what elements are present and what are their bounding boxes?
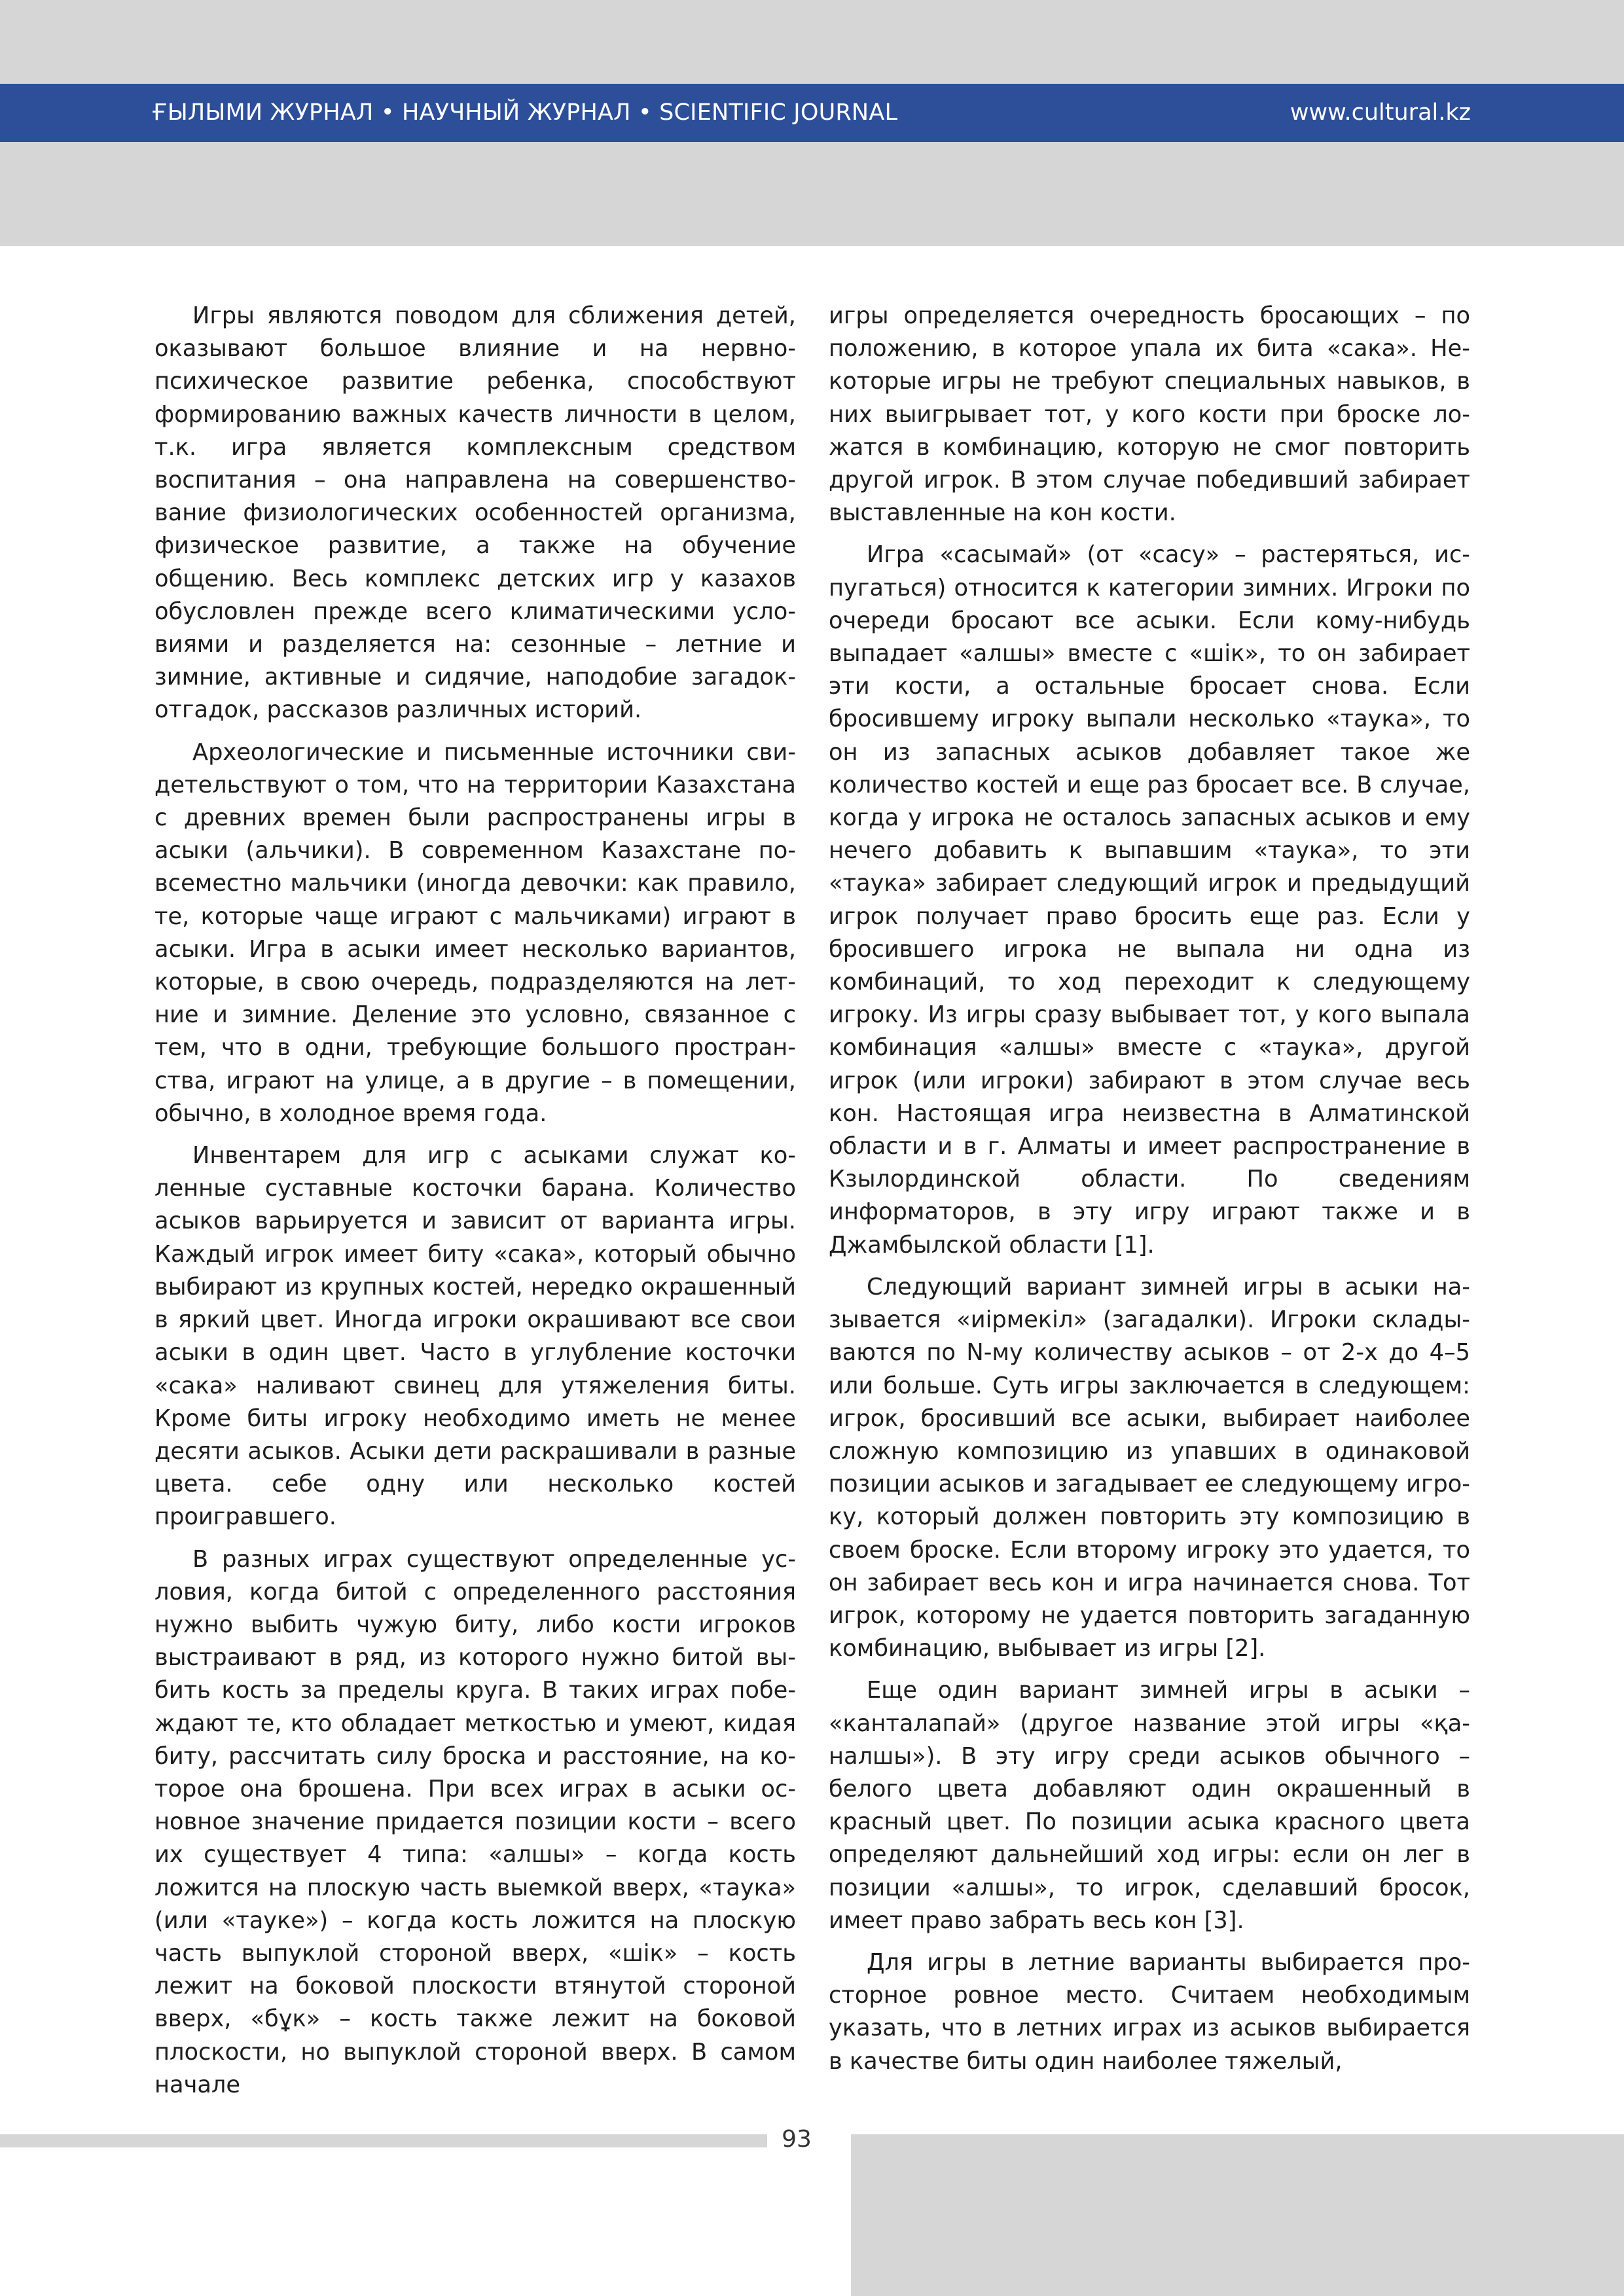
paragraph-continued: игры определяется очередность бросающих – по положению, в которое упала их бита «сака». Некоторые игры не требуют специальных навыков, в них выигрывает тот, у кого кости при броске ложатся в комбинацию, которую не смог повторить другой игрок. В этом случае победивший забирает выставленные на кон кости. xyxy=(829,302,1470,527)
right-text-column xyxy=(829,300,1470,2087)
bottom-gray-block xyxy=(851,2134,1624,2296)
page-number: 93 xyxy=(782,2126,812,2153)
left-text-column xyxy=(154,300,796,2111)
paragraph: Следующий вариант зимней игры в асыки называется «иірмекіл» (загадалки). Игроки складываются по N-му количеству асыков – от 2-х до 4–5 или больше. Суть игры заключается в следующем: игрок, бросивший все асыки, выбирает наиболее сложную композицию из упавших в одинаковой позиции асыков и загадывает ее следующему игроку, который должен повторить эту композицию в своем броске. Если второму игроку это удается, то он забирает весь кон и игра начинается снова. Тот игрок, которому не удается повторить загаданную комбинацию, выбывает из игры [2]. xyxy=(829,1273,1470,1662)
paragraph: Инвентарем для игр с асыками служат коленные суставные косточки барана. Количество асыков варьируется и зависит от варианта игры. Каждый игрок имеет биту «сака», который обычно выбирают из крупных костей, нередко окрашенный в яркий цвет. Иногда игроки окрашивают все свои асыки в один цвет. Часто в углубление косточки «сака» наливают свинец для утяжеления биты. Кроме биты игроку необходимо иметь не менее десяти асыков. Асыки дети раскрашивали в разные цвета. себе одну или несколько костей проигравшего. xyxy=(154,1142,796,1531)
journal-title: ҒЫЛЫМИ ЖУРНАЛ • НАУЧНЫЙ ЖУРНАЛ • SCIENTIFIC JOURNAL xyxy=(152,99,898,126)
paragraph: Игра «сасымай» (от «сасу» – растеряться, испугаться) относится к категории зимних. Игроки по очереди бросают все асыки. Если кому-нибудь выпадает «алшы» вместе с «шік», то он забирает эти кости, а остальные бросает снова. Если бросившему игроку выпали несколько «таука», то он из запасных асыков добавляет такое же количество костей и еще раз бросает все. В случае, когда у игрока не осталось запасных асыков и ему нечего добавить к выпавшим «таука», то эти «таука» забирает следующий игрок и предыдущий игрок получает право бросить еще раз. Если у бросившего игрока не выпала ни одна из комбинаций, то ход переходит к следующему игроку. Из игры сразу выбывает тот, у кого выпала комбинация «алшы» вместе с «таука», другой игрок (или игроки) забирают в этом случае весь кон. Настоящая игра неизвестна в Алматинской области и в г. Алматы и имеет распространение в Кзылординской области. По сведениям информаторов, в эту игру играют также и в Джамбылской области [1]. xyxy=(829,541,1470,1259)
paragraph: Для игры в летние варианты выбирается просторное ровное место. Считаем необходимым указать, что в летних играх из асыков выбирается в качестве биты один наиболее тяжелый, xyxy=(829,1948,1470,2075)
paragraph: В разных играх существуют определенные условия, когда битой с определенного расстояния нужно выбить чужую биту, либо кости игроков выстраивают в ряд, из которого нужно битой выбить кость за пределы круга. В таких играх побеждают те, кто обладает меткостью и умеют, кидая биту, рассчитать силу броска и расстояние, на которое она брошена. При всех играх в асыки основное значение придается позиции кости – всего их существует 4 типа: «алшы» – когда кость ложится на плоскую часть выемкой вверх, «таука» (или «тауке») – когда кость ложится на плоскую часть выпуклой стороной вверх, «шік» – кость лежит на боковой плоскости втянутой стороной вверх, «бұк» – кость также лежит на боковой плоскости, но выпуклой стороной вверх. В самом начале xyxy=(154,1545,796,2098)
paragraph: Археологические и письменные источники свидетельствуют о том, что на территории Казахстана с древних времен были распространены игры в асыки (альчики). В современном Казахстане повсеместно мальчики (иногда девочки: как правило, те, которые чаще играют с мальчиками) играют в асыки. Игра в асыки имеет несколько вариантов, которые, в свою очередь, подразделяются на летние и зимние. Деление это условно, связанное с тем, что в одни, требующие большого пространства, играют на улице, а в другие – в помещении, обычно, в холодное время года. xyxy=(154,738,796,1127)
paragraph: Игры являются поводом для сближения детей, оказывают большое влияние и на нервно-психическое развитие ребенка, способствуют формированию важных качеств личности в целом, т.к. игра является комплексным средством воспитания – она направлена на совершенствование физиологических особенностей организма, физическое развитие, а также на обучение общению. Весь комплекс детских игр у казахов обусловлен прежде всего климатическими условиями и разделяется на: сезонные – летние и зимние, активные и сидячие, наподобие загадок-отгадок, рассказов различных историй. xyxy=(154,302,796,724)
footer-gray-line xyxy=(0,2134,767,2147)
journal-website: www.cultural.kz xyxy=(1290,99,1471,126)
journal-header-bar xyxy=(0,84,1624,142)
paragraph: Еще один вариант зимней игры в асыки – «канталапай» (другое название этой игры «қаналшы»). В эту игру среди асыков обычного – белого цвета добавляют один окрашенный в красный цвет. По позиции асыка красного цвета определяют дальнейший ход игры: если он лег в позиции «алшы», то игрок, сделавший бросок, имеет право забрать весь кон [3]. xyxy=(829,1677,1470,1934)
